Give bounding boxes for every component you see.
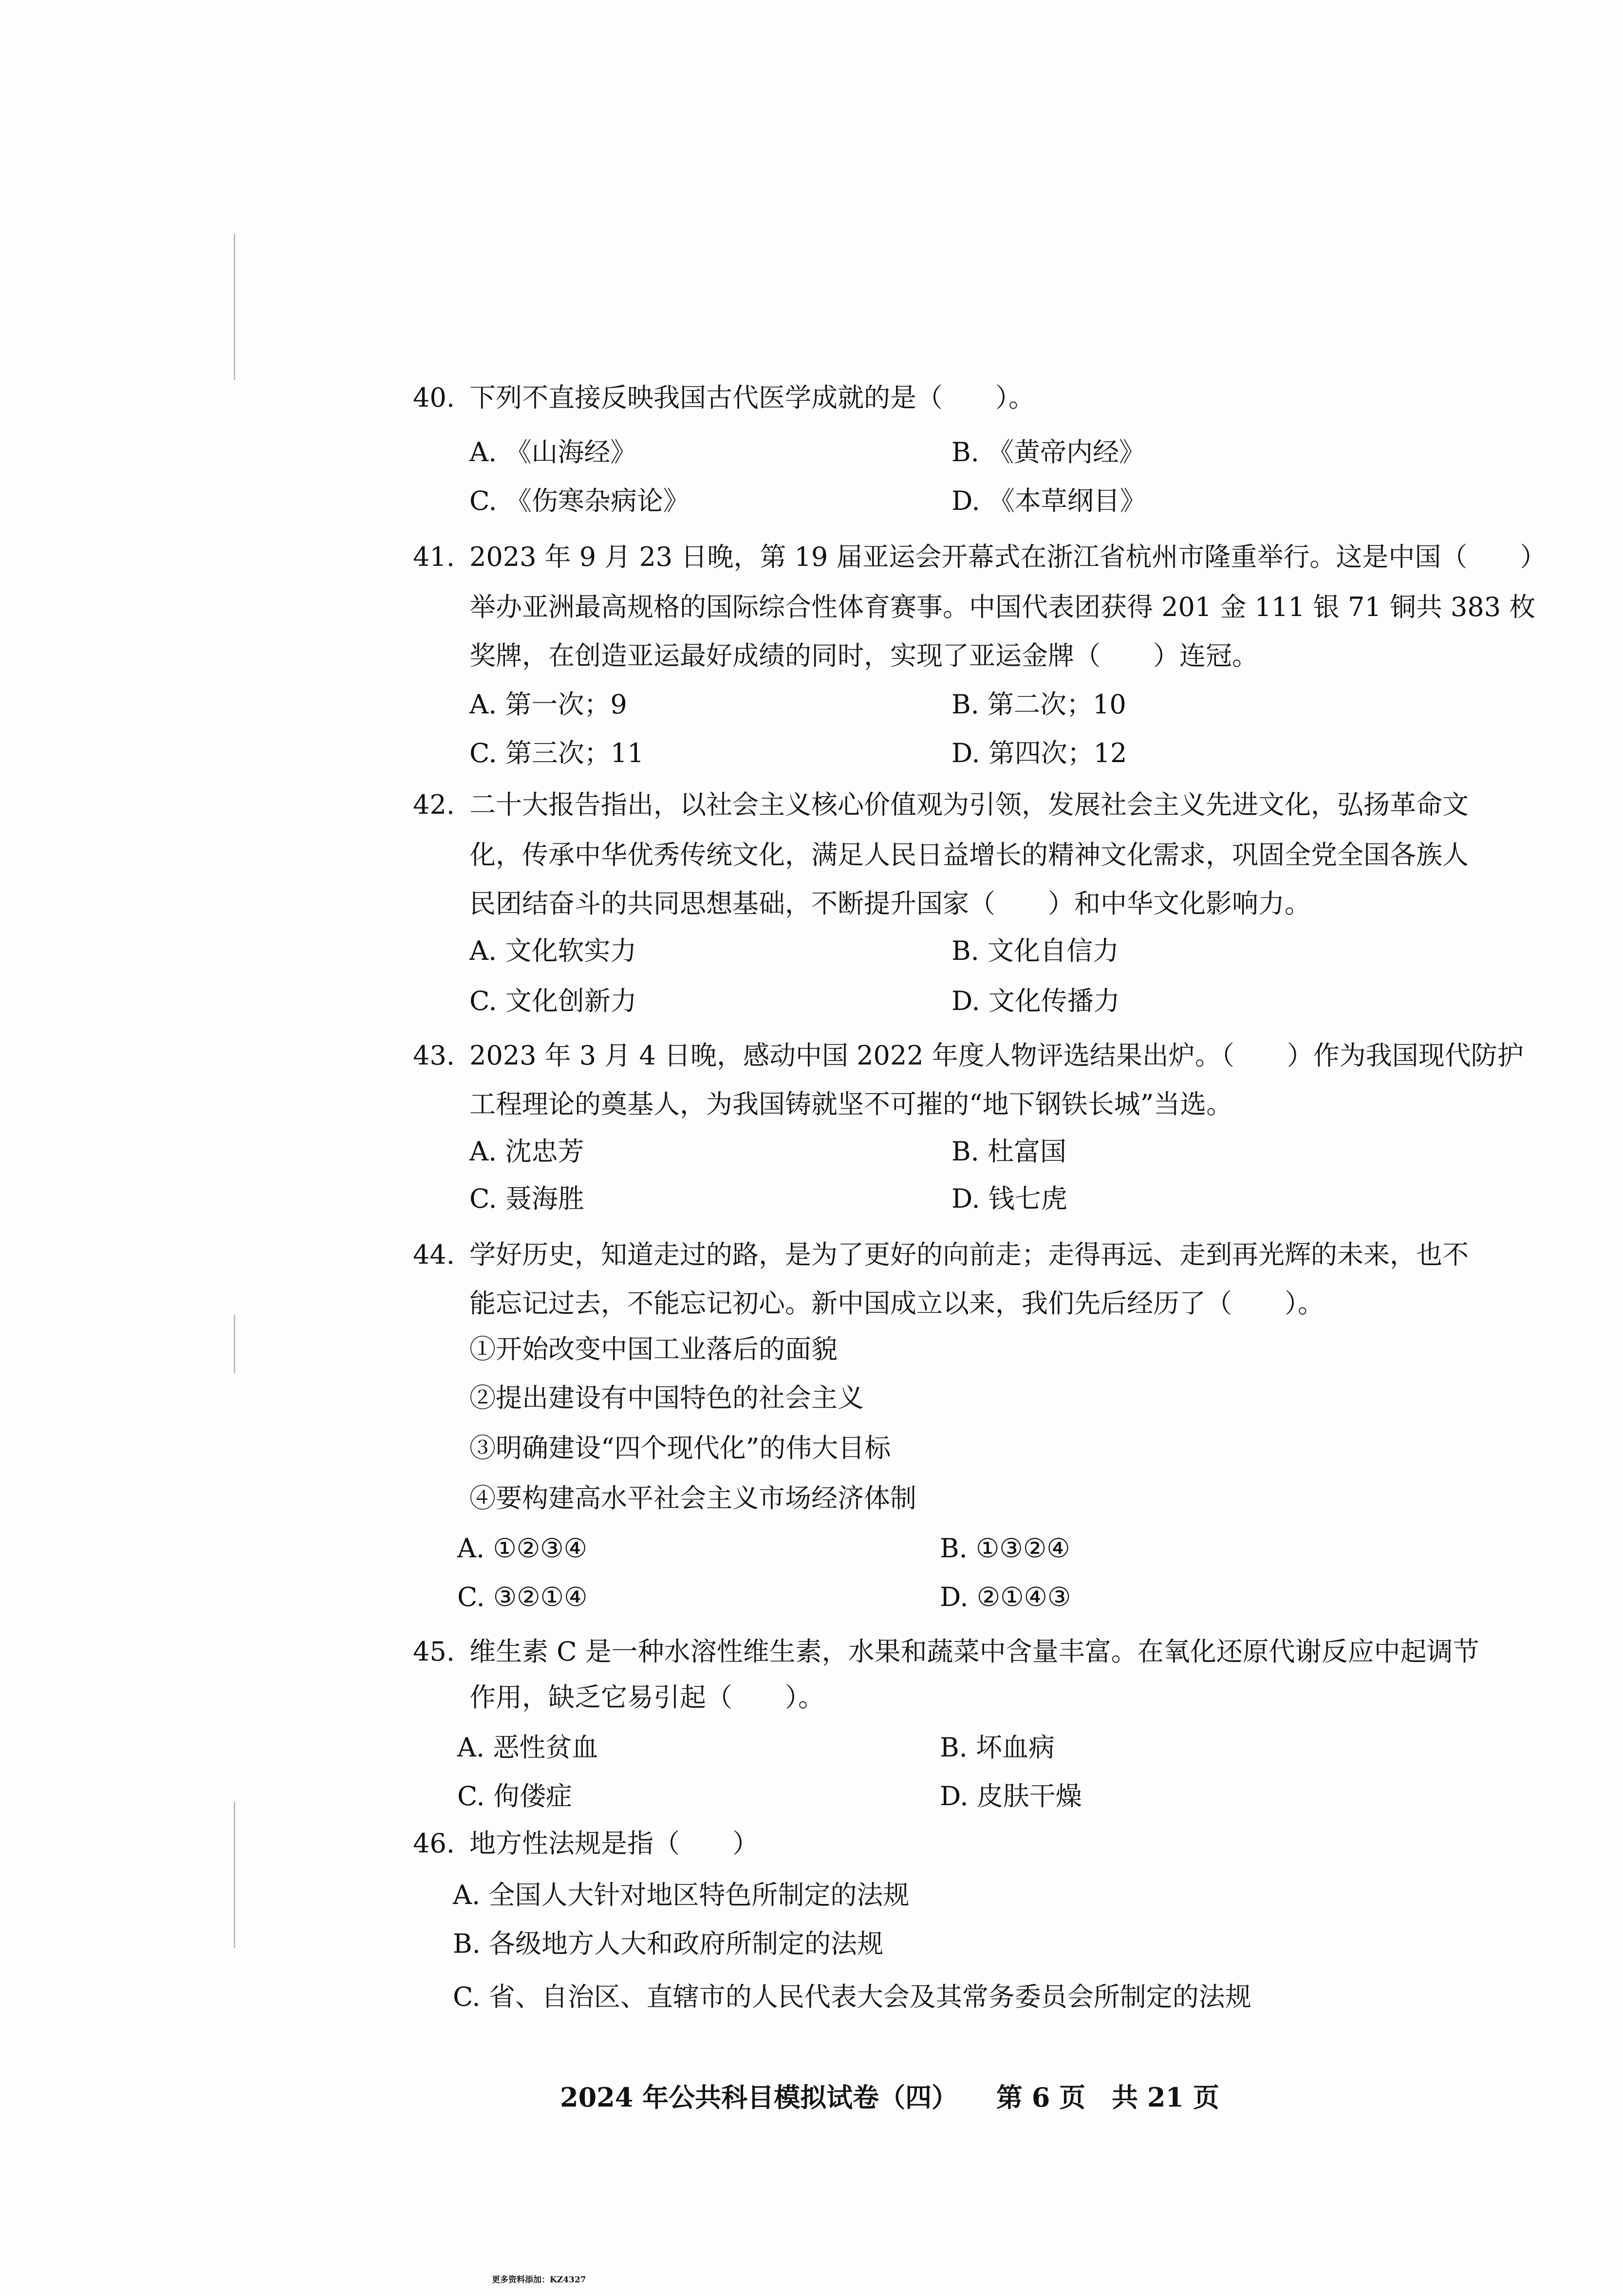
answer-option: C. 佝偻症 (457, 1781, 572, 1811)
exam-title: 2024 年公共科目模拟试卷（四） (560, 2082, 958, 2113)
question-number: 43. (413, 1040, 455, 1071)
answer-option: A. 《山海经》 (469, 437, 637, 467)
question-text: 2023 年 9 月 23 日晚，第 19 届亚运会开幕式在浙江省杭州市隆重举行。这是中国（ ） (469, 541, 1547, 572)
question-text: 化，传承中华优秀传统文化，满足人民日益增长的精神文化需求，巩固全党全国各族人 (469, 840, 1469, 870)
answer-option: B. 文化自信力 (951, 935, 1119, 966)
page-number: 第 6 页 共 21 页 (996, 2082, 1219, 2113)
question-text: 学好历史，知道走过的路，是为了更好的向前走；走得再远、走到再光辉的未来，也不 (469, 1239, 1469, 1270)
question-text: ④要构建高水平社会主义市场经济体制 (469, 1483, 916, 1513)
question-number: 45. (413, 1636, 455, 1667)
answer-option: D. 《本草纲目》 (951, 485, 1146, 516)
answer-option: D. 皮肤干燥 (940, 1781, 1082, 1811)
scan-margin-mark (234, 234, 235, 380)
answer-option: A. 第一次；9 (469, 689, 627, 720)
question-number: 44. (413, 1239, 455, 1270)
answer-option: C. 聂海胜 (469, 1183, 584, 1214)
answer-option: D. 第四次；12 (951, 738, 1127, 768)
scan-margin-mark (234, 1315, 235, 1373)
answer-option: A. 文化软实力 (469, 935, 637, 966)
answer-option: C. 省、自治区、直辖市的人民代表大会及其常务委员会所制定的法规 (453, 1981, 1251, 2012)
bottom-note: 更多资料添加：KZ4327 (492, 2275, 586, 2285)
question-text: 二十大报告指出，以社会主义核心价值观为引领，发展社会主义先进文化，弘扬革命文 (469, 789, 1469, 820)
page-footer (560, 2077, 1249, 2114)
question-text: 下列不直接反映我国古代医学成就的是（ ）。 (469, 382, 1035, 413)
answer-option: D. ②①④③ (940, 1582, 1071, 1612)
question-text: 地方性法规是指（ ） (469, 1828, 759, 1859)
answer-option: A. 全国人大针对地区特色所制定的法规 (453, 1880, 910, 1910)
answer-option: D. 文化传播力 (951, 986, 1120, 1016)
answer-option: B. 杜富国 (951, 1136, 1067, 1167)
question-number: 42. (413, 789, 455, 820)
question-text: ②提出建设有中国特色的社会主义 (469, 1382, 864, 1413)
answer-option: B. 《黄帝内经》 (951, 437, 1146, 467)
answer-option: A. 沈忠芳 (469, 1136, 584, 1167)
question-number: 41. (413, 541, 455, 572)
question-number: 40. (413, 382, 455, 413)
question-text: ③明确建设“四个现代化”的伟大目标 (469, 1433, 891, 1463)
answer-option: D. 钱七虎 (951, 1183, 1067, 1214)
answer-option: B. 各级地方人大和政府所制定的法规 (453, 1928, 884, 1959)
question-text: ①开始改变中国工业落后的面貌 (469, 1334, 838, 1364)
question-text: 维生素 C 是一种水溶性维生素，水果和蔬菜中含量丰富。在氧化还原代谢反应中起调节 (469, 1636, 1479, 1667)
question-text: 奖牌，在创造亚运最好成绩的同时，实现了亚运金牌（ ）连冠。 (469, 640, 1258, 671)
question-text: 举办亚洲最高规格的国际综合性体育赛事。中国代表团获得 201 金 111 银 71 铜共 383 枚 (469, 592, 1536, 622)
answer-option: C. 文化创新力 (469, 986, 637, 1016)
answer-option: B. 第二次；10 (951, 689, 1126, 720)
question-text: 作用，缺乏它易引起（ ）。 (469, 1682, 824, 1713)
answer-option: C. 第三次；11 (469, 738, 644, 768)
answer-option: C. ③②①④ (457, 1582, 588, 1612)
question-text: 工程理论的奠基人，为我国铸就坚不可摧的“地下钢铁长城”当选。 (469, 1089, 1233, 1120)
question-number: 46. (413, 1828, 455, 1859)
answer-option: C. 《伤寒杂病论》 (469, 485, 690, 516)
answer-option: A. ①②③④ (457, 1533, 587, 1564)
answer-option: A. 恶性贫血 (457, 1732, 598, 1763)
question-text: 民团结奋斗的共同思想基础，不断提升国家（ ）和中华文化影响力。 (469, 888, 1311, 919)
answer-option: B. ①③②④ (940, 1533, 1070, 1564)
answer-option: B. 坏血病 (940, 1732, 1055, 1763)
question-text: 2023 年 3 月 4 日晚，感动中国 2022 年度人物评选结果出炉。（ ）作为我国现代防护 (469, 1040, 1524, 1071)
scan-margin-mark (234, 1802, 235, 1948)
question-text: 能忘记过去，不能忘记初心。新中国成立以来，我们先后经历了（ ）。 (469, 1288, 1324, 1319)
